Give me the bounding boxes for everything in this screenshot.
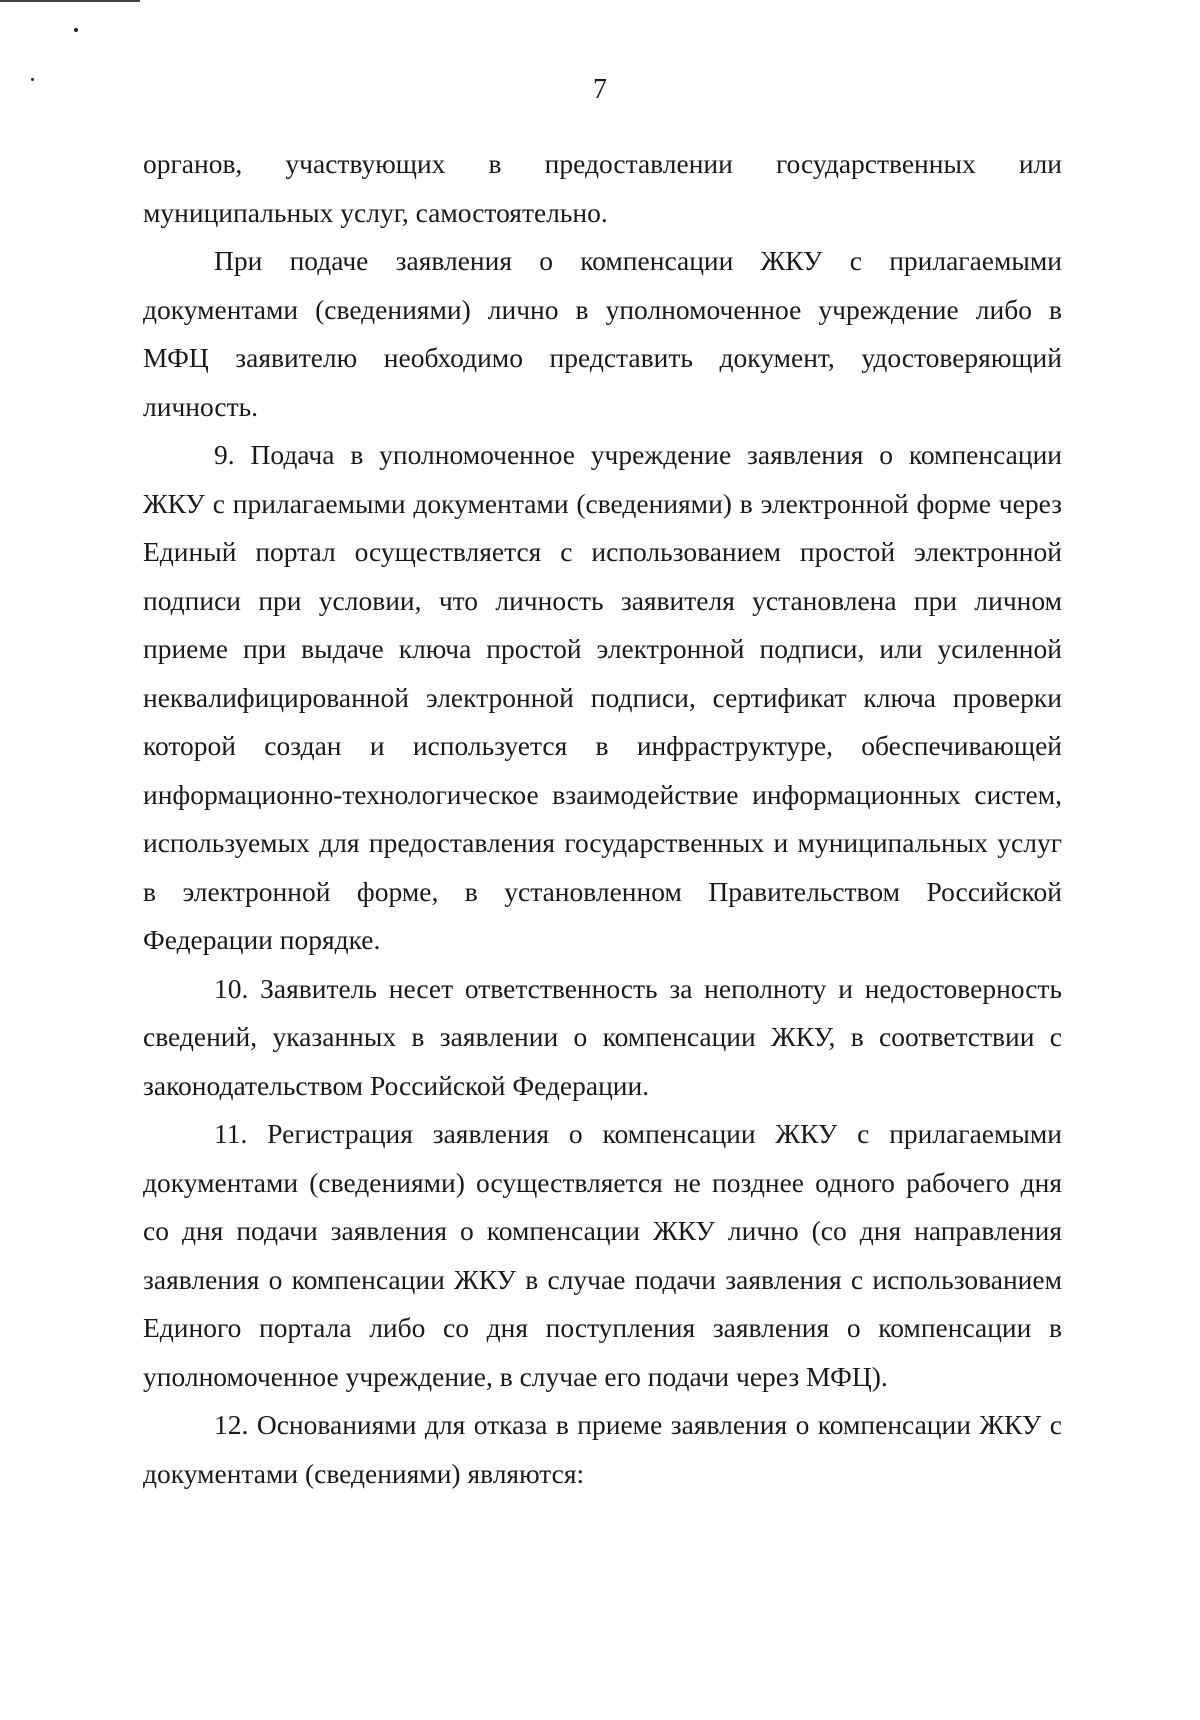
paragraph-10: 10. Заявитель несет ответственность за неполноту и недостоверность сведений, указанных в заявлении о компенсации ЖКУ, в соответствии с законодательством Российской Федерации. xyxy=(143,972,1062,1101)
paragraph-11: 11. Регистрация заявления о компенсации ЖКУ с прилагаемыми документами (сведениями) осуществляется не позднее одного рабочего дня со дня подачи заявления о компенсации ЖКУ лично (со дня направления заявления о компенсации ЖКУ в случае подачи заявления с использованием Единого портала либо со дня поступления заявления о компенсации в уполномоченное учреждение, в случае его подачи через МФЦ). xyxy=(143,1118,1062,1392)
scan-speck xyxy=(74,28,78,32)
document-body xyxy=(143,140,1062,1498)
paragraph-9: 9. Подача в уполномоченное учреждение заявления о компенсации ЖКУ с прилагаемыми документами (сведениями) в электронной форме через Единый портал осуществляется с использованием простой электронной подписи при условии, что личность заявителя установлена при личном приеме при выдаче ключа простой электронной подписи, или усиленной неквалифицированной электронной подписи, сертификат ключа проверки которой создан и используется в инфраструктуре, обеспечивающей информационно-технологическое взаимодействие информационных систем, используемых для предоставления государственных и муниципальных услуг в электронной форме, в установленном Правительством Российской Федерации порядке. xyxy=(143,439,1062,955)
paragraph: При подаче заявления о компенсации ЖКУ с прилагаемыми документами (сведениями) лично в уполномоченное учреждение либо в МФЦ заявителю необходимо представить документ, удостоверяющий личность. xyxy=(143,245,1062,422)
page-number: 7 xyxy=(593,74,607,105)
paragraph-12: 12. Основаниями для отказа в приеме заявления о компенсации ЖКУ с документами (сведениями) являются: xyxy=(143,1409,1062,1489)
paragraph: органов, участвующих в предоставлении государственных или муниципальных услуг, самостоятельно. xyxy=(143,148,1062,228)
scan-edge-line xyxy=(0,0,140,2)
